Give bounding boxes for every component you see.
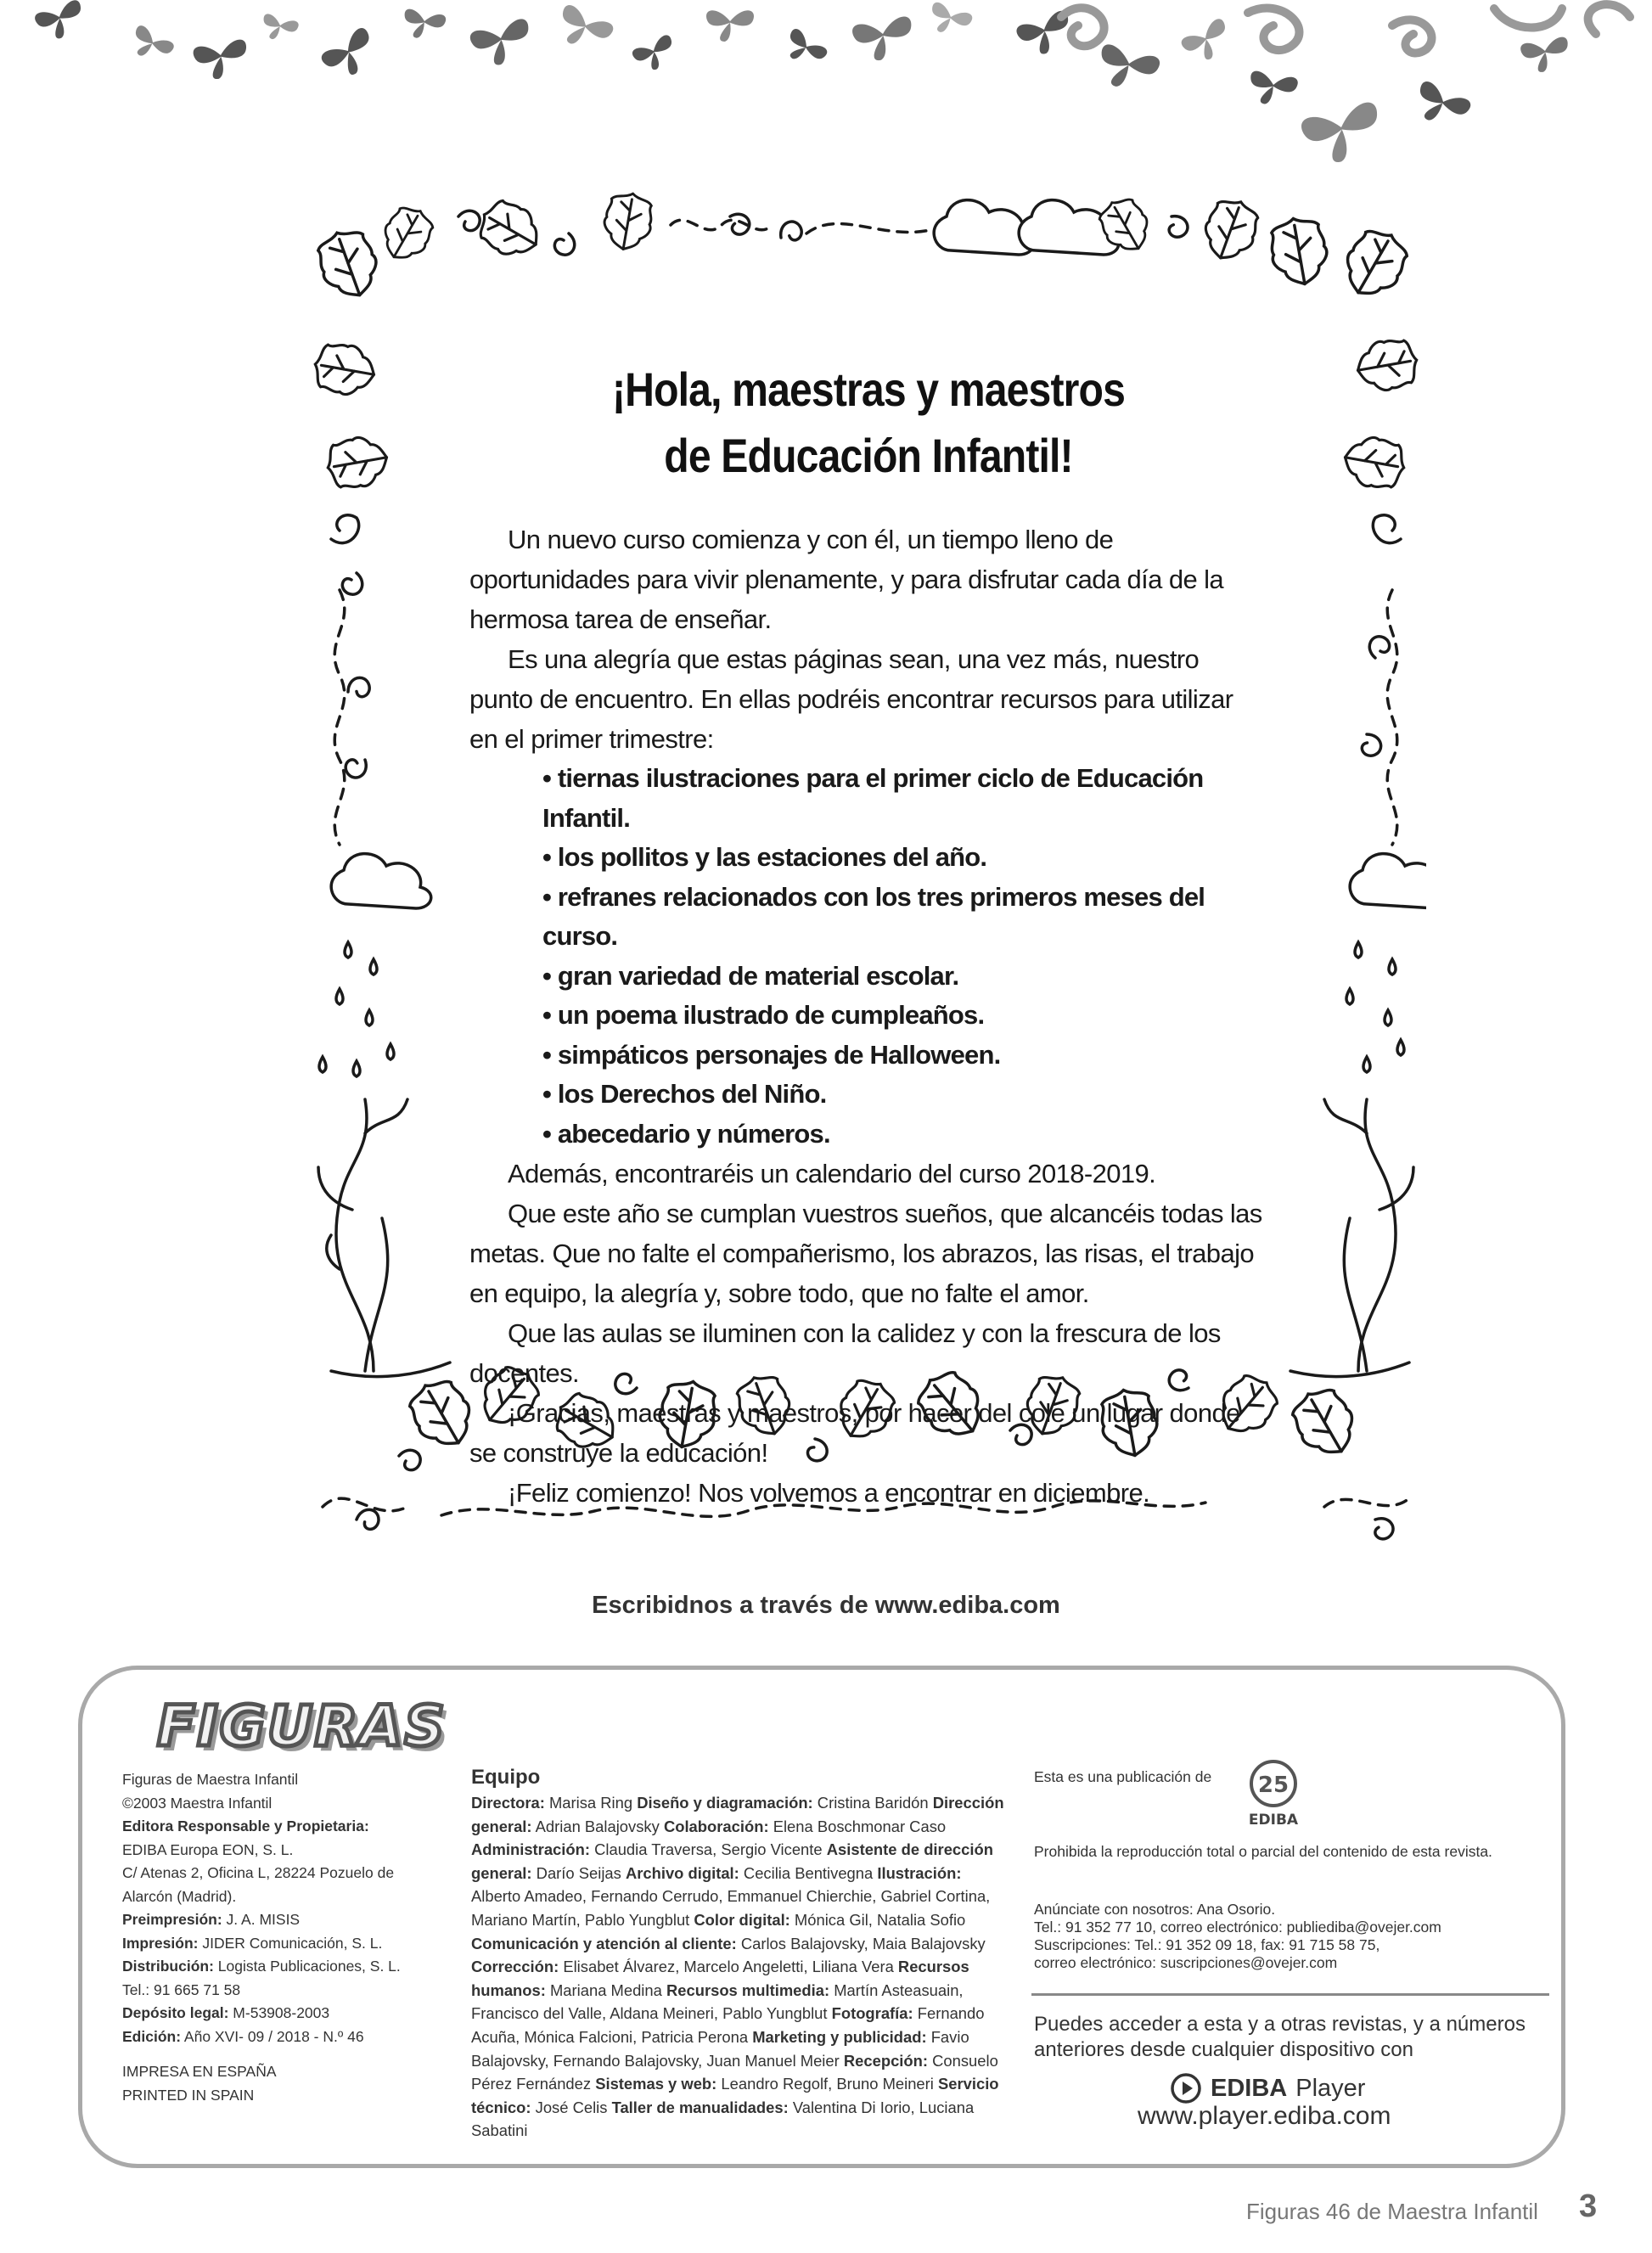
team-members: Cecilia Bentivegna [739,1863,878,1882]
team-members: José Celis [531,2098,612,2116]
info-value: JIDER Comunicación, S. L. [198,1934,383,1952]
team-role: Corrección: [471,1958,559,1976]
team-members: Mónica Gil, Natalia Sofio [789,1910,966,1929]
write-to-us-link[interactable]: Escribidnos a través de www.ediba.com [592,1592,1060,1619]
logo-text: EDIBA [1248,1812,1299,1829]
info-value: Año XVI- 09 / 2018 - N.º 46 [181,2027,364,2045]
team-role: Administración: [471,1840,590,1859]
team-members: Fernando Acuña, Mónica Falcioni, Patricia Perona [471,2004,985,2046]
paragraph-2: Es una alegría que estas páginas sean, una vez más, nuestro punto de encuentro. En ellas podréis encontrar recursos para utilizar en el primer trimestre: [469,644,1233,754]
team-role: Asistente de dirección general: [471,1840,993,1882]
team-role: Recursos multimedia: [666,1981,830,1999]
ediba-player-link[interactable] [1170,2072,1365,2104]
team-members: Valentina Di Iorio, Luciana Sabatini [471,2098,975,2140]
info-line: EDIBA Europa EON, S. L. [122,1840,294,1858]
info-line: Figuras de Maestra Infantil [122,1771,299,1788]
team-role: Directora: [471,1794,545,1812]
logo-number: 25 [1257,1773,1290,1798]
advertising-info [1034,1901,1441,1972]
info-value: M-53908-2003 [228,2004,330,2021]
info-label: Distribución: [122,1958,214,1975]
team-members: Cristina Baridón [812,1794,933,1812]
info-label: Preimpresión: [122,1911,222,1928]
paragraph-3: Además, encontraréis un calendario del curso 2018-2019. [508,1159,1156,1188]
team-members: Elena Boschmonar Caso [768,1817,947,1835]
publisher-note: Esta es una publicación de [1034,1768,1212,1785]
info-line: Suscripciones: Tel.: 91 352 09 18, fax: 91 715 58 75, [1034,1936,1380,1953]
butterflies-decoration [0,0,1652,195]
team-role: Archivo digital: [625,1863,739,1882]
team-credits [471,1766,1006,2143]
team-role: Recepción: [843,2051,929,2070]
team-members: Marisa Ring [544,1794,638,1812]
team-title: Equipo [471,1766,541,1789]
resources-list [469,759,1267,1154]
team-role: Dirección general: [471,1794,1004,1835]
team-members: Alberto Amadeo, Fernando Cerrudo, Emmanuel Chierchie, Gabriel Cortina, Mariano Martín, Pablo Yungblut [471,1887,991,1929]
paragraph-6: ¡Gracias, maestras y maestros, por hacer del cole un lugar donde se construye la educación! [469,1398,1240,1468]
team-members: Adrian Balajovsky [531,1817,664,1835]
paragraph-7: ¡Feliz comienzo! Nos volvemos a encontrar en diciembre. [508,1478,1150,1508]
list-item: • un poema ilustrado de cumpleaños. [542,1000,985,1030]
team-role: Color digital: [694,1910,790,1929]
info-line [122,2025,415,2049]
team-members: Martín Asteasuain, Francisco del Valle, Aldana Meineri, Pablo Yungblut [471,1981,964,2023]
list-item: • tiernas ilustraciones para el primer ciclo de Educación Infantil. [542,763,1204,833]
welcome-letter [469,357,1267,1513]
letter-title [525,357,1211,489]
team-role: Recursos humanos: [471,1958,969,1999]
paragraph-1: Un nuevo curso comienza y con él, un tiempo lleno de oportunidades para vivir plenamente, y para disfrutar cada día de la hermosa tarea de enseñar. [469,525,1224,634]
info-line [122,1932,415,1956]
footer-title: Figuras 46 de Maestra Infantil [1246,2199,1538,2224]
info-label: Edición: [122,2027,182,2045]
info-line: Anúnciate con nosotros: Ana Osorio. [1034,1901,1276,1918]
info-label: Depósito legal: [122,2004,229,2021]
list-item: • los Derechos del Niño. [542,1079,827,1109]
page-number: 3 [1579,2188,1598,2224]
team-role: Ilustración: [877,1863,962,1882]
list-item: • gran variedad de material escolar. [542,960,959,991]
player-url-link[interactable]: www.player.ediba.com [1138,2102,1391,2130]
paragraph-4: Que este año se cumplan vuestros sueños, que alcancéis todas las metas. Que no falte el compañerismo, los abrazos, las risas, el trabajo en equipo, la alegría y, sobre todo, que no falte el amor. [469,1199,1262,1308]
list-item: • simpáticos personajes de Halloween. [542,1039,1001,1070]
list-item: • los pollitos y las estaciones del año. [542,842,987,872]
team-role: Colaboración: [663,1817,769,1835]
info-value: Logista Publicaciones, S. L. [213,1958,401,1975]
publisher-info [122,1768,415,2107]
info-line [122,1815,415,1839]
team-role: Sistemas y web: [595,2075,717,2093]
team-body [471,1791,1006,2143]
team-role: Fotografía: [831,2004,913,2023]
paragraph-5: Que las aulas se iluminen con la calidez y con la frescura de los docentes. [469,1318,1221,1388]
info-line [122,1955,415,1979]
team-members: Mariana Medina [545,1981,666,1999]
info-label: Editora Responsable y Propietaria: [122,1818,369,1834]
access-note: Puedes acceder a esta y a otras revistas, y a números anteriores desde cualquier dispositivo con [1034,2013,1526,2061]
info-line: PRINTED IN SPAIN [122,2086,255,2104]
info-line: Tel.: 91 352 77 10, correo electrónico: publiediba@ovejer.com [1034,1919,1441,1936]
ediba-25-logo [1239,1753,1307,1829]
team-members: Consuelo Pérez Fernández [471,2051,998,2093]
info-label: Impresión: [122,1934,199,1952]
info-line: IMPRESA EN ESPAÑA [122,2063,277,2080]
team-members: Carlos Balajovsky, Maia Balajovsky [736,1934,986,1952]
info-value: J. A. MISIS [222,1911,301,1928]
copyright-note: Prohibida la reproducción total o parcial del contenido de esta revista. [1034,1843,1492,1860]
divider [1031,1993,1549,1996]
player-brand: EDIBA [1211,2074,1288,2102]
player-label: Player [1295,2074,1366,2102]
team-role: Taller de manualidades: [611,2098,789,2116]
team-role: Comunicación y atención al cliente: [471,1934,737,1952]
list-item: • abecedario y números. [542,1118,830,1149]
team-role: Diseño y diagramación: [637,1794,813,1812]
info-line: ©2003 Maestra Infantil [122,1794,273,1812]
title-line-1: ¡Hola, maestras y maestros [611,362,1126,416]
team-members: Favio Balajovsky, Fernando Balajovsky, Juan Manuel Meier [471,2027,969,2070]
title-line-2: de Educación Infantil! [664,429,1073,482]
team-members: Elisabet Álvarez, Marcelo Angeletti, Liliana Vera [559,1958,898,1976]
team-role: Servicio técnico: [471,2075,999,2116]
info-line: correo electrónico: suscripciones@ovejer.com [1034,1954,1338,1971]
info-line [122,1908,415,1932]
info-line [122,2002,415,2025]
team-members: Darío Seijas [531,1863,626,1882]
team-role: Marketing y publicidad: [752,2027,927,2046]
info-line: Tel.: 91 665 71 58 [122,1981,241,1998]
team-members: Leandro Regolf, Bruno Meineri [716,2075,938,2093]
list-item: • refranes relacionados con los tres primeros meses del curso. [542,881,1205,951]
play-icon [1170,2072,1202,2104]
team-members: Claudia Traversa, Sergio Vicente [590,1840,827,1859]
info-line: C/ Atenas 2, Oficina L, 28224 Pozuelo de Alarcón (Madrid). [122,1864,395,1905]
figuras-logo: FIGURAS [157,1694,447,1759]
